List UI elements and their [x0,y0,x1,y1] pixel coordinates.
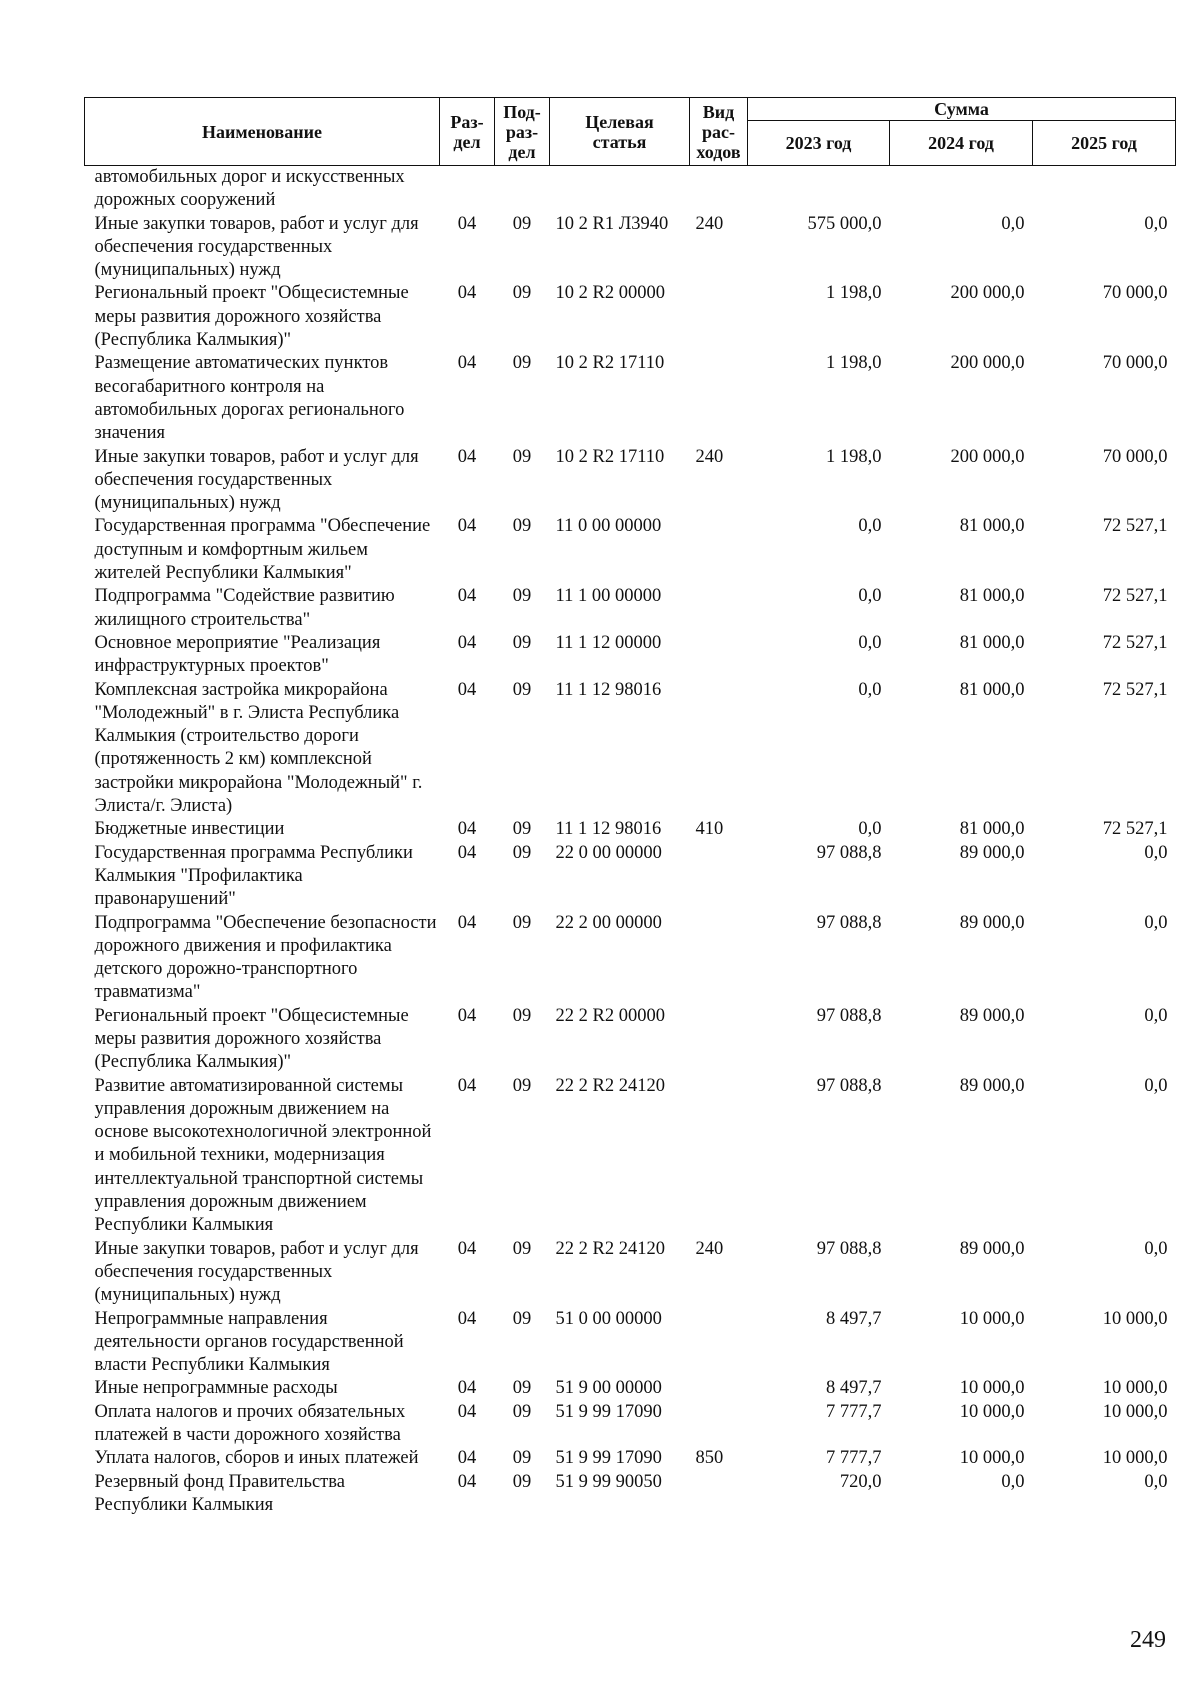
row-celevaya-statya: 22 2 00 00000 [555,912,662,933]
row-razdel: 04 [457,516,477,537]
row-sum-2024: 89 000,0 [959,1005,1025,1026]
row-razdel: 04 [457,1238,477,1259]
table-row [85,1401,1176,1448]
table-row [85,352,1176,445]
row-sum-2023: 7 777,7 [826,1401,882,1422]
row-celevaya-statya: 11 1 12 98016 [555,819,662,840]
row-vid-rashodov [690,842,748,912]
row-razdel: 04 [457,283,477,304]
row-sum-2024: 81 000,0 [959,516,1025,537]
budget-table [84,97,1176,1517]
row-sum-2025: 10 000,0 [1102,1378,1168,1399]
row-vid-rashodov: 850 [695,1448,724,1469]
row-razdel: 04 [457,213,477,234]
row-podrazdel: 09 [512,1378,532,1399]
row-celevaya-statya: 10 2 R2 17110 [555,446,665,467]
row-name: Бюджетные инвестиции [94,819,285,840]
table-row [85,1377,1176,1400]
row-vid-rashodov [690,632,748,679]
row-vid-rashodov [690,1005,748,1075]
row-vid-rashodov: 240 [695,446,724,467]
row-vid-rashodov: 410 [695,819,724,840]
row-sum-2024: 0,0 [1001,213,1025,234]
row-sum-2024: 89 000,0 [959,1075,1025,1096]
row-sum-2025: 0,0 [1144,912,1168,933]
header-razdel: Раз- дел [440,98,495,166]
row-sum-2025 [1033,166,1176,213]
row-podrazdel: 09 [512,912,532,933]
row-podrazdel: 09 [512,842,532,863]
row-celevaya-statya: 22 2 R2 00000 [555,1005,665,1026]
table-row [85,1447,1176,1470]
row-vid-rashodov [690,1401,748,1448]
row-sum-2025: 0,0 [1144,1075,1168,1096]
row-sum-2023: 97 088,8 [816,842,882,863]
row-razdel: 04 [457,446,477,467]
row-podrazdel [495,166,550,213]
row-sum-2025: 72 527,1 [1102,586,1168,607]
table-row [85,515,1176,585]
row-celevaya-statya: 11 1 00 00000 [555,586,662,607]
row-razdel: 04 [457,912,477,933]
row-podrazdel: 09 [512,586,532,607]
row-razdel: 04 [457,1005,477,1026]
row-name: автомобильных дорог и искусственных дорожных сооружений [94,167,405,211]
row-sum-2025: 72 527,1 [1102,516,1168,537]
row-podrazdel: 09 [512,446,532,467]
header-summa: Сумма [748,98,1176,121]
row-sum-2023: 0,0 [858,819,882,840]
row-podrazdel: 09 [512,679,532,700]
row-sum-2023: 8 497,7 [826,1308,882,1329]
page-number: 249 [1130,1627,1166,1653]
row-razdel [440,166,495,213]
row-razdel: 04 [457,1075,477,1096]
row-sum-2024: 200 000,0 [950,283,1025,304]
table-row [85,1308,1176,1378]
row-sum-2023: 97 088,8 [816,1075,882,1096]
row-name: Резервный фонд Правительства Республики Калмыкия [94,1471,345,1515]
row-podrazdel: 09 [512,516,532,537]
row-name: Иные непрограммные расходы [94,1378,338,1399]
row-name: Региональный проект "Общесистемные меры развития дорожного хозяйства (Республика Калмыкия)" [94,1005,409,1073]
row-sum-2025: 70 000,0 [1102,353,1168,374]
row-vid-rashodov [690,166,748,213]
row-sum-2024: 89 000,0 [959,1238,1025,1259]
row-vid-rashodov: 240 [695,213,724,234]
row-name: Основное мероприятие "Реализация инфраструктурных проектов" [94,632,381,677]
table-row [85,585,1176,632]
table-header [85,98,1176,166]
table-row [85,282,1176,352]
row-sum-2024: 10 000,0 [959,1378,1025,1399]
header-2025: 2025 год [1033,121,1176,166]
row-sum-2025: 0,0 [1144,842,1168,863]
row-sum-2025: 72 527,1 [1102,632,1168,653]
table-row [85,1471,1176,1518]
row-sum-2024 [890,166,1033,213]
row-celevaya-statya: 51 0 00 00000 [555,1308,662,1329]
row-name: Иные закупки товаров, работ и услуг для обеспечения государственных (муниципальных) нужд [94,213,419,281]
budget-table-page [84,97,1175,1517]
row-name: Размещение автоматических пунктов весогабаритного контроля на автомобильных дорогах регионального значения [94,353,405,444]
row-sum-2023: 1 198,0 [826,283,882,304]
row-sum-2025: 0,0 [1144,1005,1168,1026]
row-sum-2024: 89 000,0 [959,912,1025,933]
row-razdel: 04 [457,1308,477,1329]
row-name: Региональный проект "Общесистемные меры развития дорожного хозяйства (Республика Калмыкия)" [94,283,409,351]
row-sum-2025: 0,0 [1144,213,1168,234]
row-podrazdel: 09 [512,283,532,304]
row-celevaya-statya: 22 0 00 00000 [555,842,662,863]
row-sum-2024: 10 000,0 [959,1308,1025,1329]
row-podrazdel: 09 [512,819,532,840]
row-sum-2024: 81 000,0 [959,679,1025,700]
header-name: Наименование [85,98,440,166]
row-razdel: 04 [457,1448,477,1469]
row-podrazdel: 09 [512,632,532,653]
row-celevaya-statya: 10 2 R2 17110 [555,353,665,374]
row-razdel: 04 [457,1471,477,1492]
row-razdel: 04 [457,679,477,700]
row-razdel: 04 [457,632,477,653]
row-vid-rashodov [690,1471,748,1518]
row-sum-2025: 0,0 [1144,1238,1168,1259]
row-vid-rashodov [690,912,748,1005]
row-vid-rashodov [690,352,748,445]
row-razdel: 04 [457,1401,477,1422]
row-sum-2024: 0,0 [1001,1471,1025,1492]
row-sum-2025: 10 000,0 [1102,1401,1168,1422]
row-name: Государственная программа "Обеспечение доступным и комфортным жильем жителей Республики Калмыкия" [94,516,431,584]
row-razdel: 04 [457,819,477,840]
row-sum-2023: 1 198,0 [826,446,882,467]
row-sum-2023: 0,0 [858,679,882,700]
row-name: Подпрограмма "Обеспечение безопасности дорожного движения и профилактика детского дорожно-транспортного травматизма" [94,912,437,1003]
row-sum-2024: 10 000,0 [959,1448,1025,1469]
row-vid-rashodov [690,1377,748,1400]
table-row [85,679,1176,819]
row-celevaya-statya: 11 1 12 98016 [555,679,662,700]
row-vid-rashodov [690,515,748,585]
row-sum-2023: 97 088,8 [816,912,882,933]
row-celevaya-statya: 10 2 R2 00000 [555,283,665,304]
table-row [85,213,1176,283]
row-sum-2025: 10 000,0 [1102,1308,1168,1329]
row-sum-2025: 72 527,1 [1102,679,1168,700]
table-row [85,818,1176,841]
row-podrazdel: 09 [512,1401,532,1422]
row-celevaya-statya: 51 9 99 17090 [555,1448,662,1469]
row-podrazdel: 09 [512,1308,532,1329]
row-sum-2023: 97 088,8 [816,1238,882,1259]
row-razdel: 04 [457,842,477,863]
row-sum-2023: 0,0 [858,632,882,653]
row-sum-2025: 10 000,0 [1102,1448,1168,1469]
row-sum-2025: 70 000,0 [1102,446,1168,467]
header-2024: 2024 год [890,121,1033,166]
row-vid-rashodov [690,679,748,819]
row-name: Непрограммные направления деятельности органов государственной власти Республики Калмыкия [94,1308,404,1376]
row-sum-2023: 0,0 [858,516,882,537]
header-2023: 2023 год [748,121,890,166]
row-celevaya-statya: 51 9 00 00000 [555,1378,662,1399]
row-vid-rashodov [690,585,748,632]
row-celevaya-statya: 11 0 00 00000 [555,516,662,537]
table-row [85,912,1176,1005]
table-row [85,842,1176,912]
table-body [85,166,1176,1518]
table-row [85,1238,1176,1308]
row-sum-2023: 8 497,7 [826,1378,882,1399]
table-row [85,446,1176,516]
row-sum-2025: 70 000,0 [1102,283,1168,304]
row-podrazdel: 09 [512,1448,532,1469]
row-sum-2024: 200 000,0 [950,446,1025,467]
row-sum-2023: 1 198,0 [826,353,882,374]
table-row [85,1075,1176,1238]
row-celevaya-statya: 10 2 R1 Л3940 [555,213,669,234]
row-name: Иные закупки товаров, работ и услуг для обеспечения государственных (муниципальных) нужд [94,446,419,514]
row-vid-rashodov: 240 [695,1238,724,1259]
table-row [85,166,1176,213]
row-podrazdel: 09 [512,1075,532,1096]
row-sum-2025: 72 527,1 [1102,819,1168,840]
row-celevaya-statya: 22 2 R2 24120 [555,1238,665,1259]
table-row [85,632,1176,679]
row-sum-2024: 200 000,0 [950,353,1025,374]
row-razdel: 04 [457,1378,477,1399]
row-razdel: 04 [457,353,477,374]
row-sum-2024: 81 000,0 [959,632,1025,653]
row-podrazdel: 09 [512,1471,532,1492]
row-podrazdel: 09 [512,213,532,234]
row-vid-rashodov [690,282,748,352]
header-podrazdel: Под- раз- дел [495,98,550,166]
row-podrazdel: 09 [512,1238,532,1259]
row-sum-2023: 7 777,7 [826,1448,882,1469]
row-sum-2025: 0,0 [1144,1471,1168,1492]
row-podrazdel: 09 [512,1005,532,1026]
header-vid-rashodov: Вид рас- ходов [690,98,748,166]
row-sum-2024: 81 000,0 [959,586,1025,607]
row-vid-rashodov [690,1075,748,1238]
row-sum-2023 [748,166,890,213]
row-vid-rashodov [690,1308,748,1378]
row-sum-2024: 10 000,0 [959,1401,1025,1422]
row-sum-2023: 575 000,0 [807,213,882,234]
table-row [85,1005,1176,1075]
row-name: Уплата налогов, сборов и иных платежей [94,1448,419,1469]
row-celevaya-statya: 51 9 99 90050 [555,1471,662,1492]
row-podrazdel: 09 [512,353,532,374]
row-celevaya-statya: 22 2 R2 24120 [555,1075,665,1096]
row-name: Государственная программа Республики Калмыкия "Профилактика правонарушений" [94,842,413,910]
row-sum-2024: 89 000,0 [959,842,1025,863]
row-celevaya-statya [550,166,690,213]
row-name: Подпрограмма "Содействие развитию жилищного строительства" [94,586,395,630]
row-sum-2023: 720,0 [839,1471,882,1492]
row-name: Комплексная застройка микрорайона "Молодежный" в г. Элиста Республика Калмыкия (строительство дороги (протяженность 2 км) комплексной застройки микрорайона "Молодежный" г. Элиста/г. Элиста) [94,679,423,817]
row-name: Развитие автоматизированной системы управления дорожным движением на основе высокотехнологичной электронной и мобильной техники, модернизация интеллектуальной транспортной системы управления дорожным движением Республики Калмыкия [94,1075,432,1236]
row-sum-2024: 81 000,0 [959,819,1025,840]
row-name: Иные закупки товаров, работ и услуг для обеспечения государственных (муниципальных) нужд [94,1238,419,1306]
row-sum-2023: 0,0 [858,586,882,607]
row-celevaya-statya: 51 9 99 17090 [555,1401,662,1422]
row-name: Оплата налогов и прочих обязательных платежей в части дорожного хозяйства [94,1401,406,1446]
row-razdel: 04 [457,586,477,607]
row-sum-2023: 97 088,8 [816,1005,882,1026]
header-celevaya-statya: Целевая статья [550,98,690,166]
row-celevaya-statya: 11 1 12 00000 [555,632,662,653]
